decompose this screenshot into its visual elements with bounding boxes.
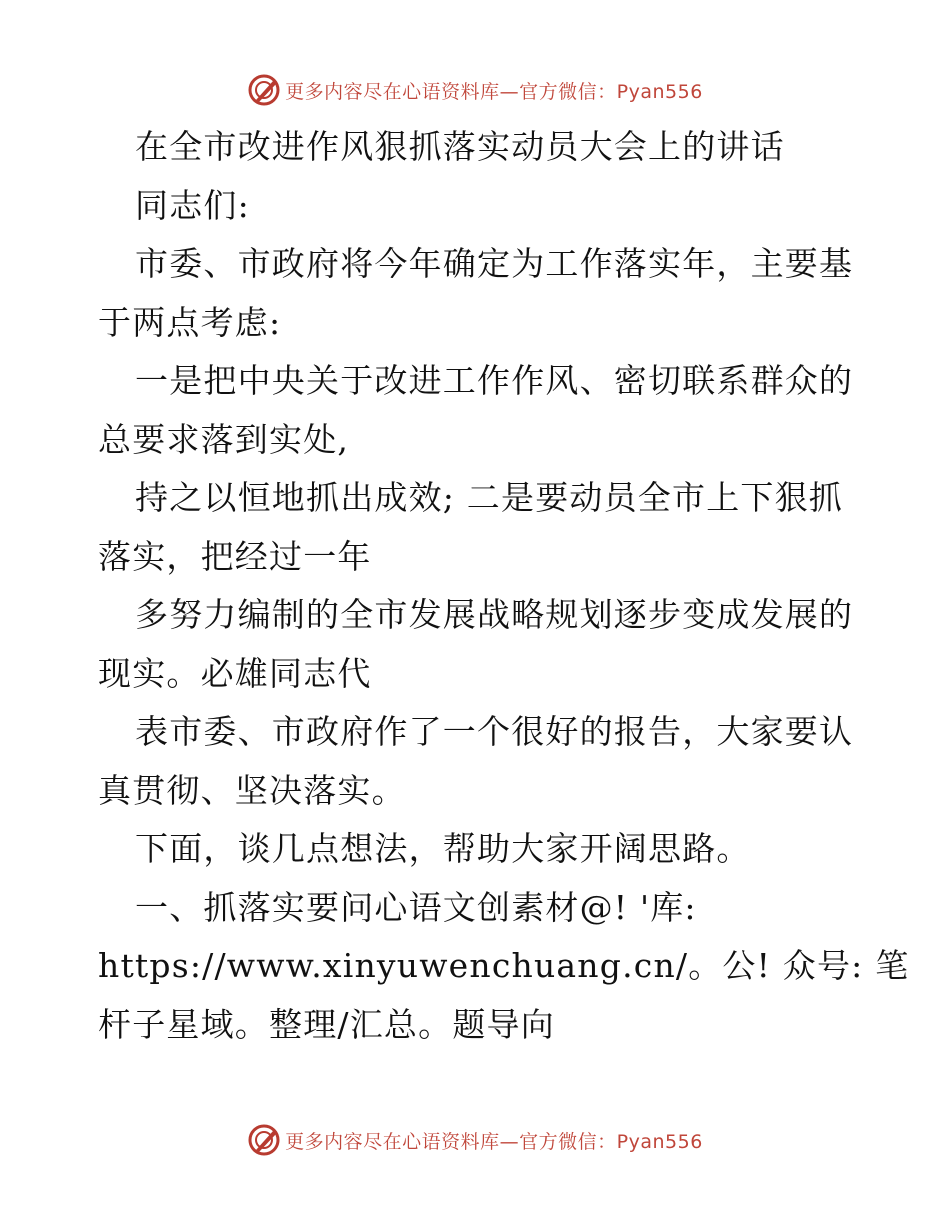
paragraph-line: 表市委、市政府作了一个很好的报告，大家要认 bbox=[135, 712, 854, 751]
pen-logo-icon bbox=[247, 73, 281, 107]
watermark-text: 更多内容尽在心语资料库—官方微信：Pyan556 bbox=[285, 1130, 703, 1153]
salutation: 同志们: bbox=[135, 185, 250, 225]
paragraph-line: 杆子星域。整理/汇总。题导向 bbox=[98, 1004, 555, 1044]
paragraph-line: 多努力编制的全市发展战略规划逐步变成发展的 bbox=[135, 595, 854, 634]
paragraph-line: 一是把中央关于改进工作作风、密切联系群众的 bbox=[135, 361, 854, 400]
section-heading: 一、抓落实要问心语文创素材@! '库: bbox=[135, 887, 697, 927]
footer-watermark-banner bbox=[0, 1120, 950, 1160]
paragraph-line: 总要求落到实处, bbox=[98, 419, 350, 459]
paragraph-line: 真贯彻、坚决落实。 bbox=[98, 770, 406, 810]
paragraph-line: 市委、市政府将今年确定为工作落实年，主要基 bbox=[135, 244, 854, 283]
paragraph-line: 于两点考虑: bbox=[98, 302, 282, 342]
speech-title: 在全市改进作风狠抓落实动员大会上的讲话 bbox=[135, 127, 785, 166]
paragraph-line: 落实，把经过一年 bbox=[98, 536, 372, 576]
document-body bbox=[98, 118, 910, 1054]
paragraph-line: 下面，谈几点想法，帮助大家开阔思路。 bbox=[135, 829, 751, 868]
pen-logo-icon bbox=[247, 1123, 281, 1157]
watermark-text: 更多内容尽在心语资料库—官方微信：Pyan556 bbox=[285, 80, 703, 103]
paragraph-line: https://www.xinyuwenchuang.cn/。公! 众号: 笔 bbox=[98, 946, 910, 985]
paragraph-line: 持之以恒地抓出成效; 二是要动员全市上下狠抓 bbox=[135, 478, 844, 517]
header-watermark-banner bbox=[0, 70, 950, 110]
paragraph-line: 现实。必雄同志代 bbox=[98, 653, 372, 693]
